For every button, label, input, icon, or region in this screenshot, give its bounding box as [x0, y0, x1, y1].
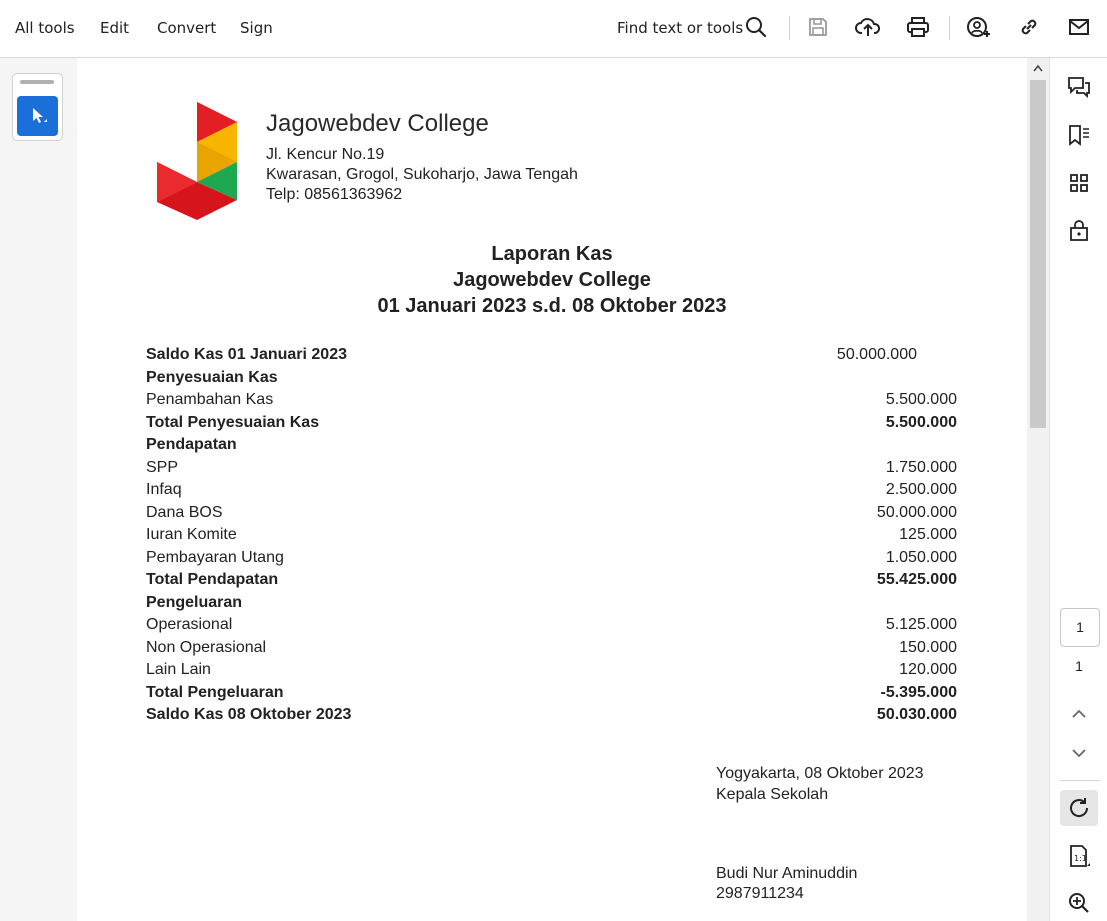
college-logo	[157, 102, 239, 222]
row-value: 55.425.000	[876, 571, 957, 588]
row-label: Dana BOS	[146, 503, 223, 521]
row-label: Saldo Kas 01 Januari 2023	[146, 346, 347, 363]
next-page-chevron-down-icon[interactable]	[1066, 740, 1092, 766]
table-row	[146, 346, 957, 368]
row-value: 2.500.000	[885, 481, 957, 498]
cursor-arrow-icon	[28, 105, 48, 127]
signature-name: Budi Nur Aminuddin	[716, 865, 858, 882]
row-label: Penambahan Kas	[146, 391, 274, 408]
table-row	[146, 661, 957, 683]
row-label: Iuran Komite	[146, 526, 237, 543]
row-label: Pengeluaran	[146, 593, 243, 611]
row-value: 5.500.000	[885, 413, 957, 431]
table-row	[146, 706, 957, 728]
row-label: Lain Lain	[146, 661, 211, 678]
previous-page-chevron-up-icon[interactable]	[1066, 701, 1092, 727]
select-tool-button[interactable]	[17, 96, 58, 136]
mail-icon[interactable]	[1066, 14, 1092, 40]
zoom-in-icon[interactable]	[1066, 890, 1092, 916]
bookmarks-icon[interactable]	[1066, 122, 1092, 148]
row-label: SPP	[146, 458, 179, 476]
vertical-scrollbar[interactable]	[1027, 58, 1049, 921]
table-row	[146, 639, 957, 661]
document-page	[77, 58, 1027, 921]
find-text-label[interactable]: Find text or tools	[617, 19, 744, 37]
menu-all-tools[interactable]: All tools	[15, 19, 75, 37]
scroll-up-arrow-icon[interactable]	[1031, 61, 1045, 75]
scrollbar-thumb[interactable]	[1030, 80, 1046, 428]
toolbar-divider	[789, 16, 790, 40]
print-icon[interactable]	[905, 14, 931, 40]
school-name: Jagowebdev College	[266, 110, 489, 137]
link-icon[interactable]	[1016, 14, 1042, 40]
table-row	[146, 436, 957, 458]
row-value: 50.000.000	[836, 346, 917, 363]
rotate-refresh-icon[interactable]	[1066, 795, 1092, 821]
search-icon[interactable]	[743, 14, 769, 40]
left-tool-rail	[0, 58, 77, 921]
address-line: Kwarasan, Grogol, Sukoharjo, Jawa Tengah	[266, 166, 578, 183]
table-row	[146, 549, 957, 571]
right-tool-rail	[1049, 58, 1107, 921]
table-row	[146, 369, 957, 391]
row-label: Pembayaran Utang	[146, 548, 284, 566]
lock-icon[interactable]	[1066, 217, 1092, 243]
row-value: -5.395.000	[880, 683, 957, 701]
row-value: 125.000	[899, 526, 957, 543]
report-subtitle: Jagowebdev College	[453, 269, 651, 291]
row-value: 50.030.000	[876, 706, 957, 723]
row-label: Saldo Kas 08 Oktober 2023	[146, 706, 352, 723]
menu-sign[interactable]: Sign	[240, 19, 273, 37]
signature-place-date: Yogyakarta, 08 Oktober 2023	[716, 765, 924, 782]
row-value: 1.050.000	[885, 548, 957, 566]
table-row	[146, 481, 957, 503]
row-value: 5.125.000	[885, 616, 957, 633]
table-row	[146, 526, 957, 548]
row-label: Pendapatan	[146, 436, 237, 453]
row-value: 50.000.000	[876, 503, 957, 521]
table-row	[146, 504, 957, 526]
toolbar-divider	[949, 16, 950, 40]
upload-cloud-icon[interactable]	[855, 14, 881, 40]
signature-id: 2987911234	[716, 885, 804, 902]
row-value: 1.750.000	[885, 458, 957, 476]
tool-panel	[12, 73, 63, 141]
table-row	[146, 684, 957, 706]
signature-position: Kepala Sekolah	[716, 786, 829, 803]
table-row	[146, 594, 957, 616]
svg-text:1:1: 1:1	[1074, 854, 1087, 863]
row-value: 150.000	[899, 638, 957, 656]
phone-line: Telp: 08561363962	[266, 186, 403, 203]
menu-convert[interactable]: Convert	[157, 19, 217, 37]
page-number-input[interactable]: 1	[1060, 608, 1100, 647]
address-line: Jl. Kencur No.19	[266, 146, 385, 163]
page-total: 1	[1075, 658, 1083, 674]
table-row	[146, 391, 957, 413]
table-row	[146, 459, 957, 481]
table-row	[146, 571, 957, 593]
actual-size-icon[interactable]	[1066, 843, 1092, 869]
row-label: Total Pengeluaran	[146, 683, 284, 701]
menu-edit[interactable]: Edit	[100, 19, 130, 37]
comments-icon[interactable]	[1066, 74, 1092, 100]
report-period: 01 Januari 2023 s.d. 08 Oktober 2023	[377, 295, 727, 317]
thumbnails-grid-icon[interactable]	[1066, 170, 1092, 196]
row-label: Penyesuaian Kas	[146, 368, 278, 386]
top-toolbar	[0, 0, 1107, 58]
row-label: Operasional	[146, 616, 233, 633]
rail-divider	[1060, 780, 1100, 781]
row-label: Non Operasional	[146, 638, 267, 656]
share-user-icon[interactable]	[966, 14, 992, 40]
table-row	[146, 414, 957, 436]
report-title: Laporan Kas	[491, 243, 613, 265]
save-icon[interactable]	[805, 14, 831, 40]
row-label: Infaq	[146, 481, 182, 498]
row-value: 120.000	[899, 661, 957, 678]
row-label: Total Pendapatan	[146, 571, 279, 588]
drag-handle[interactable]	[20, 80, 54, 84]
row-label: Total Penyesuaian Kas	[146, 413, 320, 431]
table-row	[146, 616, 957, 638]
row-value: 5.500.000	[885, 391, 957, 408]
